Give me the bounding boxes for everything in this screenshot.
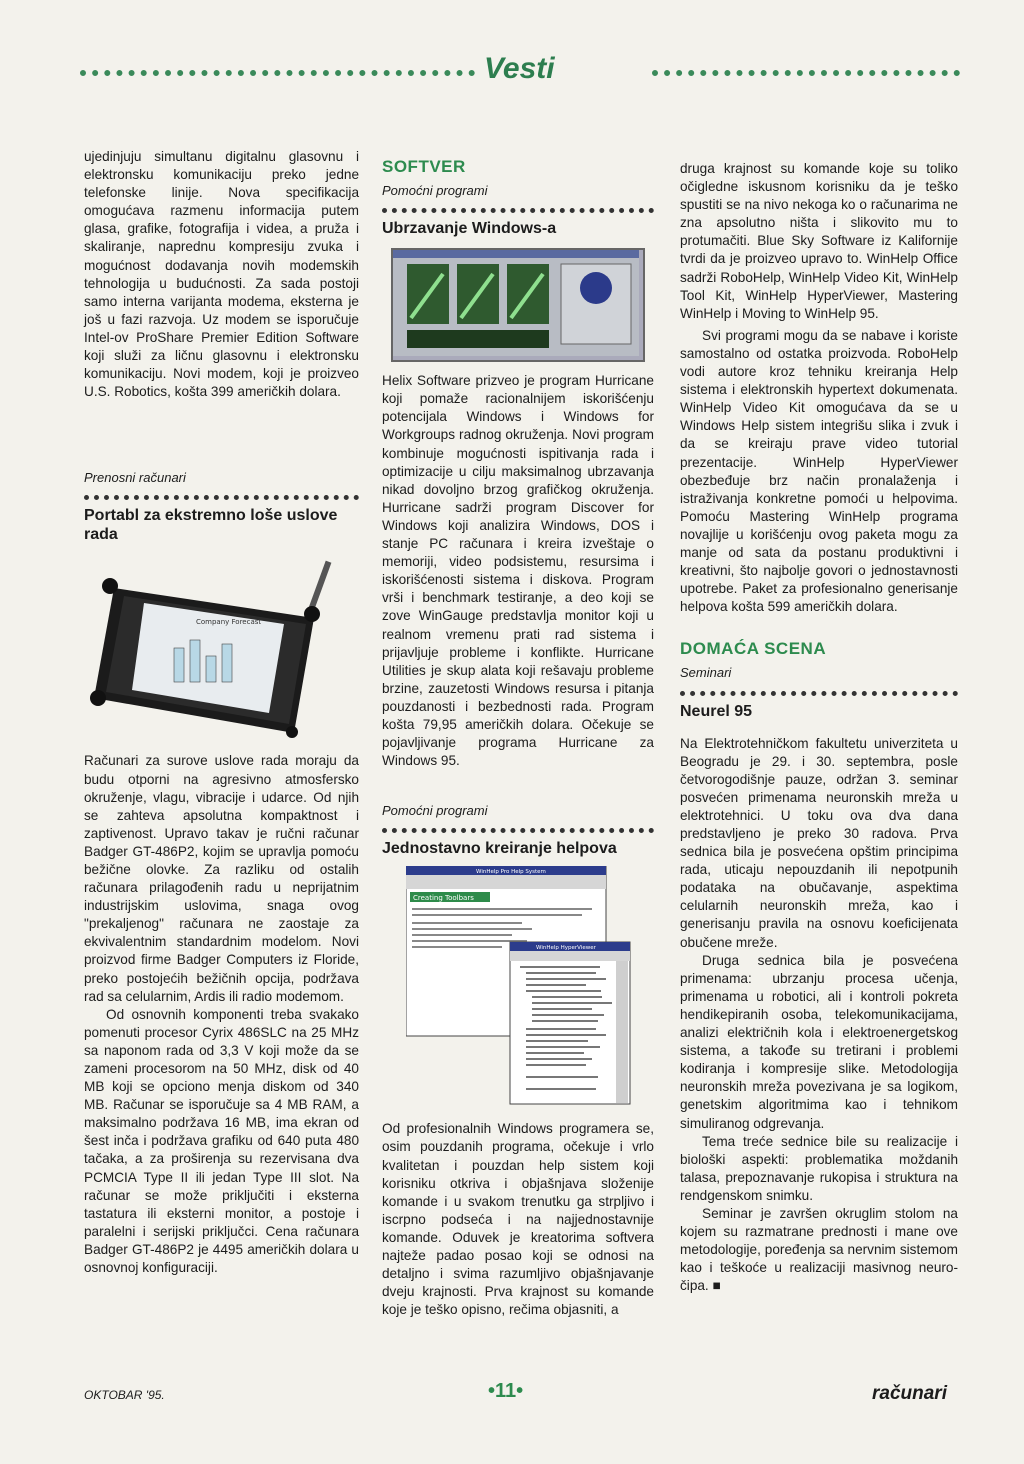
winhelp-screenshot [406,866,631,1106]
portable-body-2: Od osnovnih komponenti treba svakako pomenuti procesor Cyrix 486SLC na 25 MHz sa naponom rada od 3,3 V koji može da se zameni procesorom na 50 MHz, disk od 40 MB koji se opciono menja diskom od 340 MB. Računar se isporučuje sa 4 MB RAM, a maksimalno podržava 16 MB, ima ekran od šest inča i podržava grafiku od 640 puta 480 tačaka, a za proširenja su rezervisana dva PCMCIA Type II ili jedan Type III slot. Na računar se može priključiti i eksterna tastatura ili eksterni monitor, a postoje i paralelni i serijski priključci. Cena računara Badger GT-486P2 je 4495 američkih dolara u osnovnoj konfiguraciji. [84,1006,359,1276]
shot-b-title: WinHelp HyperViewer [535,945,596,952]
headline-portable: Portabl za ekstremno loše uslove rada [84,507,338,544]
page-header [80,52,960,92]
dot-rule [382,828,654,833]
section-title: Vesti [484,52,555,85]
magazine-name: računari [872,1383,947,1404]
hurricane-body: Helix Software prizveo je program Hurricane koji pomaže racionalnijem iskorišćenju potencijala Windows i Windows for Workgroups radnog okruženja. Novi program kombinuje mogućnosti ispitivanja rada i optimizacije u cilju maksimalnog ubrzavanja nikad dovoljno brzog grafičkog okruženja. Hurricane sadrži program Discover for Windows koji analizira Windows, DOS i stanje PC računara i kreira izveštaje o memoriji, video podsistemu, resursima i iskorišćenosti sistema i diskova. Program vrši i benchmark testiranje, a deo koji se zove WinGauge predstavlja monitor koji u realnom vremenu prati rad sistema i prijavljuje probleme i konflikte. Hurricane Utilities je skup alata koji rešavaju probleme brzine, zauzetosti Windows resursa i pitanja pouzdanosti i bezbednosti rada. Program košta 79,95 američkih dolara. Očekuje se pojavljivanje programa Hurricane za Windows 95. [382,373,654,769]
kicker-seminars: Seminari [680,665,732,681]
shot-a-heading: Creating Toolbars [412,894,474,903]
hurricane-gauges-screenshot [391,248,645,362]
section-softver: SOFTVER [382,157,466,176]
help-continued-2: Svi programi mogu da se nabave i koriste samostalno od ostatka proizvoda. RoboHelp vodi autore kroz tehniku kreiranja Help sistema i elektronskih hypertext dokumenata. WinHelp Video Kit omogućava da se u Windows Help sistem integrišu slika i zvuk i da se kreiraju prave video tutorial prezentacije. WinHelp HyperViewer obezbeđuje brz način pronalaženja i istraživanja konkretne pomoći u helpovima. Pomoću Mastering WinHelp programa novajlije u korišćenju ovog paketa mogu za manje od sata da postanu produktivni i kreativni, što najbolje govori o jednostavnosti upotrebe. Paket za profesionalno generisanje helpova košta 599 američkih dolara. [680,327,958,615]
header-dot-rule-right [652,70,960,76]
headline-neurel: Neurel 95 [680,702,753,720]
kicker-portable: Prenosni računari [84,470,186,486]
neurel-body-3: Tema treće sednice bile su realizacije i biološki aspekti: problematika moždanih talasa, prepoznavanje rukopisa i struktura na rendgenskom snimku. [680,1133,958,1203]
shot-a-title: WinHelp Pro Help System [475,869,546,876]
help-body: Od profesionalnih Windows programera se, osim pouzdanih programa, očekuje i vrlo kvalitetan i pouzdan help sistem koji korisniku otkriva i objašnjava složenije komande i u svakom trenutku ga strpljivo i iscrpno podseća i na najjednostavnije komande. Oduvek je kreatorima softvera najteže padao posao koji se odnosi na detaljno i svima razumljivo objašnjavanje dveju krajnosti. Prva krajnost su komande koje je teško opisno, rečima objasniti, a [382,1121,654,1318]
section-domaca-scena: DOMAĆA SCENA [680,639,827,659]
neurel-body-2: Druga sednica bila je posvećena primenama: ubrzanju procesa učenja, primenama u robotici, ali i kontroli pokreta hendikepiranih osoba, telekomunikacijama, analizi električnih kola i elektroenergetskog sistema, a takođe su tretirani i problemi kodiranja i kompresije slike. Metodologija neuronskih mreža povezivana je sa logikom, genetskim algoritmima kao i tehnikom simuliranog odgrevanja. [680,952,958,1131]
headline-help: Jednostavno kreiranje helpova [382,840,617,858]
chart-title: Company Forecast [196,618,262,627]
neurel-body-1: Na Elektrotehničkom fakultetu univerziteta u Beogradu je 29. i 30. septembra, posle četvorogodišnje pauze, održan 3. seminar posvećen primenama neuronskih mreža u elektrotehnici. U toku ova dva dana predstavljeno je preko 30 radova. Prva sednica bila je posvećena opštim principima rada, uticaju nepouzdanih ili nepotpunih podataka na obučavanje, aspektima celularnih neuronskih mreža, kao i generisanju pravila na osnovu koeficijenata obučene mreže. [680,735,958,950]
neurel-body-4: Seminar je završen okruglim stolom na kojem su razmatrane prednosti i mane ove metodologije, poređenja sa nervnim sistemom kao i teškoće u realizaciji masivnog neuro-čipa. ■ [680,1205,958,1294]
issue-date: OKTOBAR '95. [84,1388,165,1402]
column-1 [84,148,359,1277]
column-3 [680,160,958,1295]
column-2 [382,158,654,1319]
dot-rule [382,208,654,213]
kicker-tools-1: Pomoćni programi [382,183,488,199]
modem-article-end: ujedinjuju simultanu digitalnu glasovnu i elektronsku komunikaciju preko jedne telefonske linije. Nova specifikacija omogućava razmenu informacija putem glasa, grafike, fotografija i videa, a pruža i skaliranje, naprednu kompresiju zvuka i mogućnost dodavanja novih modemskih tehnologija u budućnosti. Za sada postoji samo interna varijanta modema, eksterna je još u fazi razvoja. Uz modem se isporučuje Intel-ov ProShare Premier Edition Software koji služi za ličnu glasovnu i elektronsku komunikaciju. Novi modem, koji je proizveo U.S. Robotics, košta 399 američkih dolara. [84,149,359,400]
help-continued-1: druga krajnost su komande koje su toliko očigledne iskusnom korisniku da je teško spustiti se na nivo nekoga ko o računarima ne zna apsolutno ništa i slikovito mu to protumačiti. Blue Sky Software iz Kalifornije tvrdi da je proizveo upravo to. WinHelp Office sadrži RoboHelp, WinHelp Video Kit, WinHelp Tool Kit, WinHelp HyperViewer, Mastering WinHelp i Moving to WinHelp 95. [680,161,958,321]
dot-rule [84,495,359,500]
headline-windows: Ubrzavanje Windows-a [382,220,557,238]
kicker-tools-2: Pomoćni programi [382,803,488,819]
header-dot-rule-left [80,70,475,76]
dot-rule [680,691,958,696]
handheld-computer-photo [84,548,349,738]
portable-body-1: Računari za surove uslove rada moraju da budu otporni na agresivno atmosfersko okruženje, vlagu, vibracije i udarce. Od njih se zahteva apsolutna kompaktnost i zaptivenost. Upravo takav je ručni računar Badger GT-486P2, kojim se upravlja pomoću bežične olovke. Za razliku od ostalih računara prilagođenih radu u neprijatnim industrijskim uslovima, snaga ovog "prekaljenog" računara ne zaostaje za ekvivalentnim standardnim modelom. Novi proizvod firme Badger Computers iz Floride, preko postojećih bežičnih opcija, podržava rad sa celularnim, Ardis ili radio modemom. [84,753,359,1004]
page-number: •11• [488,1380,524,1402]
